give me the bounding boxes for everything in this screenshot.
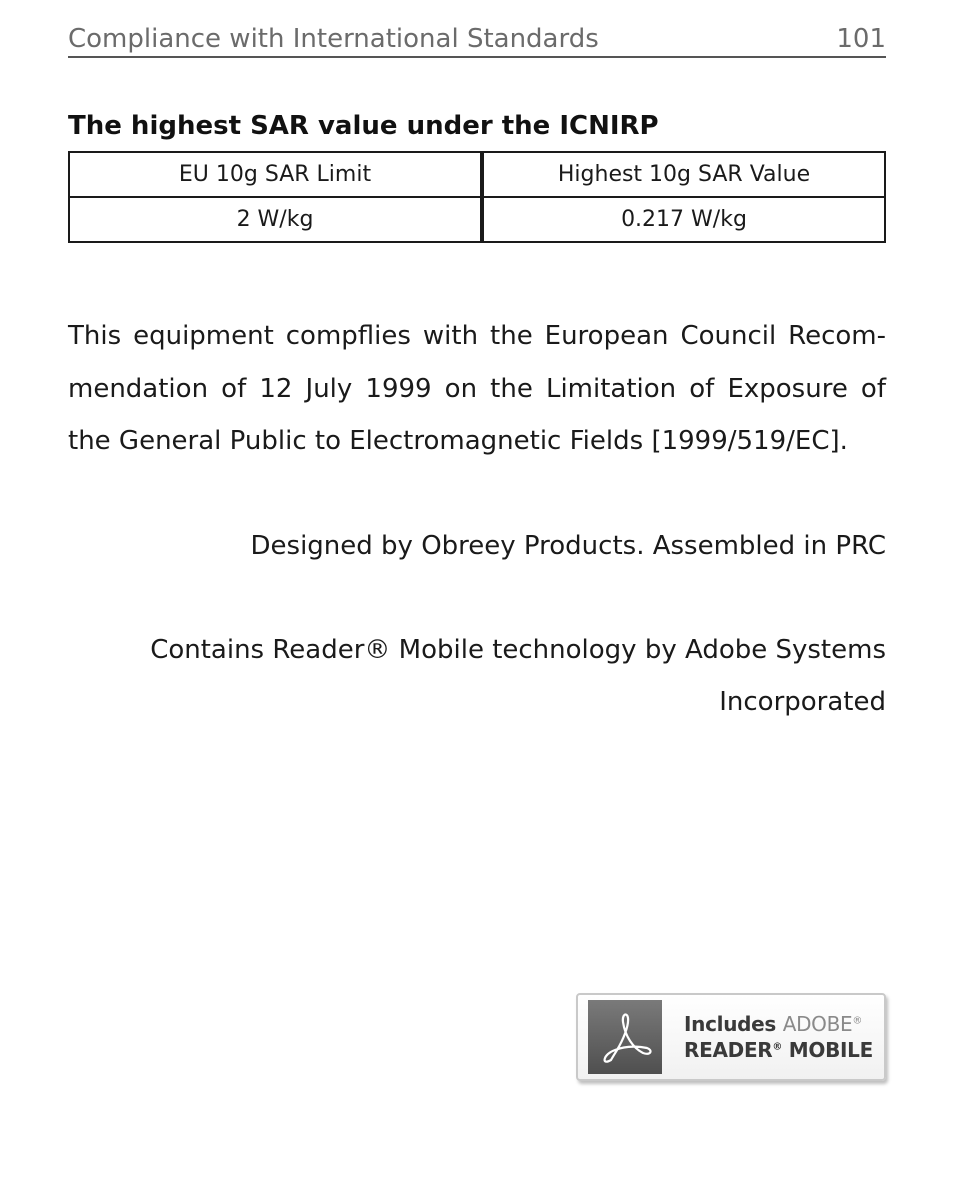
badge-text xyxy=(684,1011,873,1063)
table-row xyxy=(69,197,885,242)
badge-registered-mark: ® xyxy=(852,1015,863,1027)
badge-mobile: MOBILE xyxy=(788,1038,873,1062)
sar-table xyxy=(68,151,886,243)
adobe-notice-text: Contains Reader® Mobile technology by Adobe Systems Incorporated xyxy=(150,635,886,717)
section-heading: The highest SAR value under the ICNIRP xyxy=(68,111,659,141)
running-header xyxy=(68,22,886,58)
running-header-title: Compliance with International Standards xyxy=(68,24,599,54)
badge-registered-mark: ® xyxy=(772,1041,783,1053)
page-number: 101 xyxy=(836,24,886,54)
table-cell: 2 W/kg xyxy=(69,197,482,242)
badge-line-1 xyxy=(684,1011,873,1037)
document-page xyxy=(68,0,886,1185)
designed-by-text: Designed by Obreey Products. Assembled in PRC xyxy=(250,531,886,561)
badge-adobe-brand: ADOBE xyxy=(782,1012,853,1036)
adobe-reader-mobile-badge xyxy=(576,993,886,1081)
table-cell: 0.217 W/kg xyxy=(482,197,885,242)
adobe-acrobat-icon xyxy=(588,1000,662,1074)
table-header-cell: Highest 10g SAR Value xyxy=(482,152,885,197)
compliance-paragraph: This equipment compflies with the European Council Recommendation of 12 July 1999 on the Limitation of Exposure of the General Public to Electromagnetic Fields [1999/519/EC]. xyxy=(68,321,886,456)
badge-reader: READER xyxy=(684,1038,773,1062)
table-header-cell: EU 10g SAR Limit xyxy=(69,152,482,197)
badge-line-2 xyxy=(684,1037,873,1063)
badge-includes: Includes xyxy=(684,1012,777,1036)
table-header-row xyxy=(69,152,885,197)
